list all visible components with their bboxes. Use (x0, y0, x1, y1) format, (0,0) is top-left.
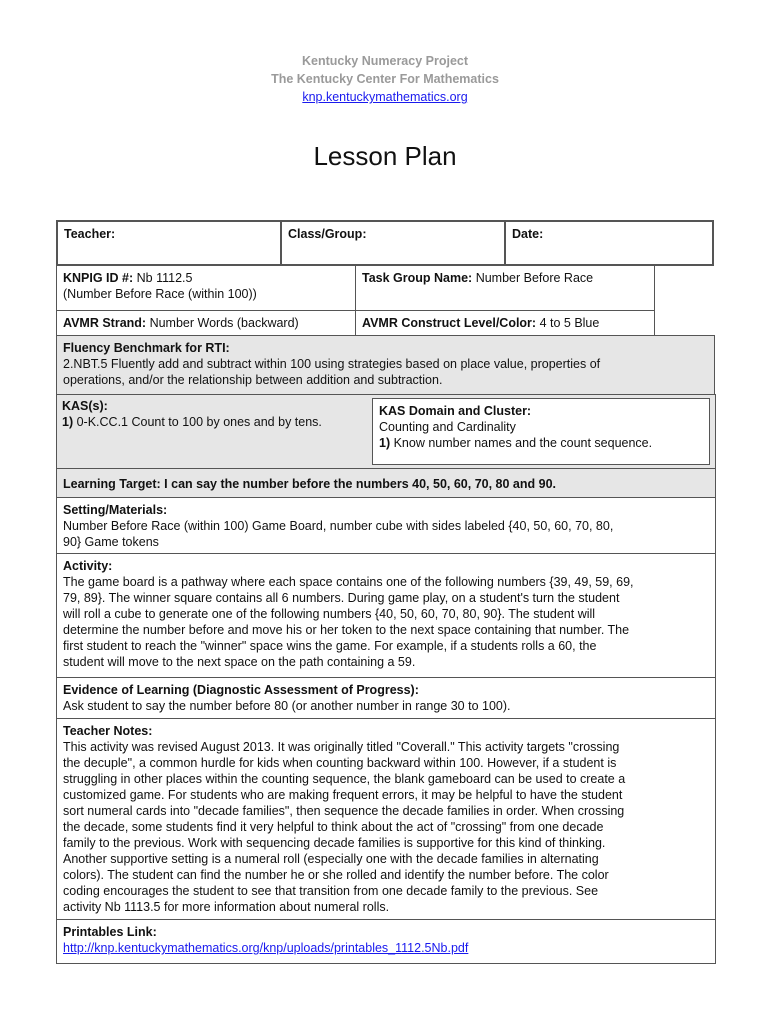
activity-cell (56, 553, 716, 678)
teacher-label: Teacher: (64, 227, 116, 241)
evidence-text: Ask student to say the number before 80 (or another number in range 30 to 100). (63, 699, 511, 713)
teacher-notes-line: coding encourages the student to see that transition from one decade family to the previous. See (63, 884, 599, 898)
kas-domain-num: 1) (379, 436, 391, 450)
knpig-cell (56, 265, 356, 311)
printables-label: Printables Link: (63, 925, 157, 939)
kas-domain-line-1: Counting and Cardinality (379, 420, 516, 434)
kas-domain-cell (372, 398, 710, 465)
task-group-label: Task Group Name: (362, 271, 473, 285)
avmr-strand-label: AVMR Strand: (63, 316, 147, 330)
knpig-value: Nb 1112.5 (133, 271, 193, 285)
teacher-notes-line: the decuple", a common hurdle for kids when counting backward within 100. However, if a student is (63, 756, 617, 770)
avmr-strand-value: Number Words (backward) (146, 316, 299, 330)
activity-line: first student to reach the "winner" space wins the game. For example, if a students rolls a 60, the (63, 639, 597, 653)
date-label: Date: (512, 227, 544, 241)
setting-line: Number Before Race (within 100) Game Board, number cube with sides labeled {40, 50, 60, 70, 80, (63, 519, 614, 533)
teacher-notes-line: the decade, some students find it very helpful to think about the act of "crossing" from one decade (63, 820, 604, 834)
teacher-notes-line: struggling in other places within the counting sequence, the blank gameboard can be used to create a (63, 772, 626, 786)
avmr-construct-label: AVMR Construct Level/Color: (362, 316, 537, 330)
center-name: The Kentucky Center For Mathematics (271, 72, 499, 86)
avmr-construct-cell (355, 310, 655, 336)
teacher-notes-line: family to the previous. Work with sequencing decade families is supportive for this kind of thinking. (63, 836, 606, 850)
avmr-strand-cell (56, 310, 356, 336)
task-group-cell (355, 265, 655, 311)
kas-label: KAS(s): (62, 399, 108, 413)
kas-domain-line-2: Know number names and the count sequence. (390, 436, 653, 450)
printables-cell (56, 919, 716, 964)
fluency-line-1: 2.NBT.5 Fluently add and subtract within 100 using strategies based on place value, properties of (63, 357, 601, 371)
fluency-cell (56, 335, 715, 395)
class-group-label: Class/Group: (288, 227, 367, 241)
teacher-notes-line: colors). The student can find the number he or she rolled and identify the number before. The color (63, 868, 609, 882)
activity-line: student will move to the next space on the path containing a 59. (63, 655, 416, 669)
kas-cell (56, 394, 374, 469)
header-link[interactable]: knp.kentuckymathematics.org (302, 90, 468, 104)
knpig-sub: (Number Before Race (within 100)) (63, 287, 257, 301)
avmr-construct-value: 4 to 5 Blue (536, 316, 600, 330)
activity-line: determine the number before and move his or her token to the next space containing that number. The (63, 623, 630, 637)
fluency-label: Fluency Benchmark for RTI: (63, 341, 230, 355)
setting-label: Setting/Materials: (63, 503, 168, 517)
teacher-notes-label: Teacher Notes: (63, 724, 153, 738)
kas-domain-label: KAS Domain and Cluster: (379, 404, 532, 418)
evidence-cell (56, 677, 716, 719)
kas-text: 0-K.CC.1 Count to 100 by ones and by tens. (73, 415, 322, 429)
kas-num: 1) (62, 415, 74, 429)
task-group-value: Number Before Race (472, 271, 594, 285)
setting-cell (56, 497, 716, 554)
printables-link[interactable]: http://knp.kentuckymathematics.org/knp/uploads/printables_1112.5Nb.pdf (63, 941, 469, 955)
activity-label: Activity: (63, 559, 113, 573)
teacher-notes-line: activity Nb 1113.5 for more information about numeral rolls. (63, 900, 390, 914)
teacher-notes-line: This activity was revised August 2013. It was originally titled "Coverall." This activity targets "crossing (63, 740, 620, 754)
learning-target: Learning Target: I can say the number before the numbers 40, 50, 60, 70, 80 and 90. (63, 477, 556, 491)
activity-line: will roll a cube to generate one of the following numbers {40, 50, 60, 70, 80, 90}. The student will (63, 607, 596, 621)
date-cell (504, 220, 714, 266)
activity-line: The game board is a pathway where each space contains one of the following numbers {39, 49, 59, 69, (63, 575, 634, 589)
setting-line: 90} Game tokens (63, 535, 159, 549)
teacher-notes-cell (56, 718, 716, 920)
project-name: Kentucky Numeracy Project (301, 54, 469, 68)
learning-target-cell (56, 468, 716, 498)
knpig-label: KNPIG ID #: (63, 271, 134, 285)
teacher-notes-line: sort numeral cards into "decade families", then sequence the decade families in order. When crossing (63, 804, 625, 818)
teacher-cell (56, 220, 282, 266)
class-group-cell (280, 220, 506, 266)
teacher-notes-line: Another supportive setting is a numeral roll (especially one with the decade families in alternating (63, 852, 599, 866)
activity-line: 79, 89}. The winner square contains all 6 numbers. During game play, on a student's turn the student (63, 591, 620, 605)
teacher-notes-line: customized game. For students who are making frequent errors, it may be helpful to have the student (63, 788, 623, 802)
evidence-label: Evidence of Learning (Diagnostic Assessment of Progress): (63, 683, 419, 697)
page-title: Lesson Plan (313, 141, 457, 171)
fluency-line-2: operations, and/or the relationship between addition and subtraction. (63, 373, 443, 387)
